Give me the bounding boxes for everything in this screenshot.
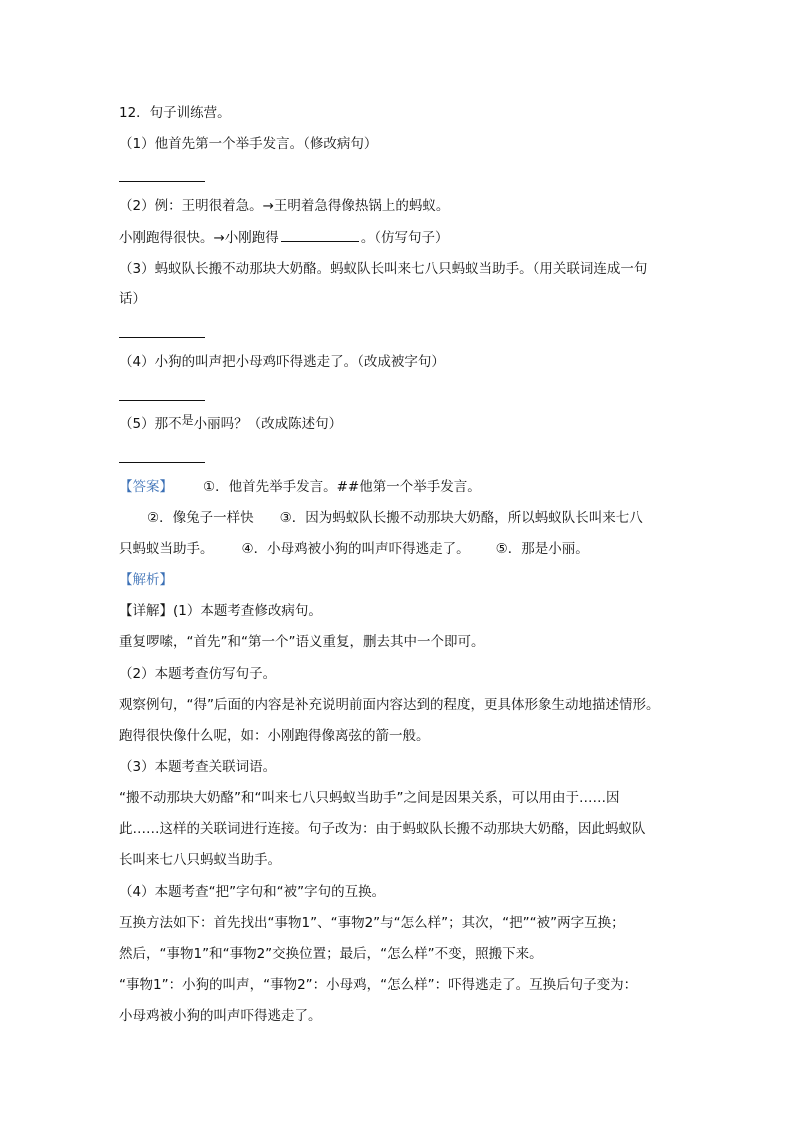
answer-line-2 bbox=[147, 508, 643, 528]
analysis-label: 【解析】 bbox=[119, 572, 173, 588]
question-5-prefix: （5）那不 bbox=[119, 416, 182, 432]
question-5-suffix: 小丽吗？（改成陈述句） bbox=[193, 416, 343, 432]
question-5-shi: 是 bbox=[181, 413, 194, 427]
analysis-line: （4）本题考查“把”字句和“被”字句的互换。 bbox=[119, 884, 386, 900]
answer-label: 【答案】 bbox=[119, 479, 173, 495]
question-3-line-1: （3）蚂蚁队长搬不动那块大奶酪。蚂蚁队长叫来七八只蚂蚁当助手。（用关联词连成一句 bbox=[119, 261, 648, 277]
analysis-line: 跑得很快像什么呢，如：小刚跑得像离弦的箭一般。 bbox=[119, 728, 430, 744]
question-5 bbox=[119, 414, 342, 434]
answer-3-part-1: ③．因为蚂蚁队长搬不动那块大奶酪，所以蚂蚁队长叫来七八 bbox=[279, 510, 643, 526]
analysis-line: 【详解】(1）本题考查修改病句。 bbox=[119, 603, 322, 619]
answer-line-3 bbox=[119, 539, 589, 559]
question-2-example: （2）例：王明很着急。→王明着急得像热锅上的蚂蚁。 bbox=[119, 198, 450, 214]
analysis-line: 互换方法如下：首先找出“事物1”、“事物2”与“怎么样”；其次，“把”“被”两字互换； bbox=[119, 915, 625, 931]
analysis-line: 长叫来七八只蚂蚁当助手。 bbox=[119, 852, 281, 868]
question-2 bbox=[119, 228, 449, 248]
answer-blank-3 bbox=[119, 337, 205, 338]
analysis-line: （3）本题考查关联词语。 bbox=[119, 759, 277, 775]
answer-1: ①．他首先举手发言。##他第一个举手发言。 bbox=[203, 479, 481, 495]
analysis-line: （2）本题考查仿写句子。 bbox=[119, 666, 277, 682]
answer-blank-5 bbox=[119, 462, 205, 463]
question-title: 12．句子训练营。 bbox=[119, 105, 231, 121]
answer-blank-2 bbox=[281, 229, 359, 242]
answer-line-1 bbox=[119, 477, 481, 497]
answer-5: ⑤．那是小丽。 bbox=[495, 541, 589, 557]
analysis-line: “事物1”：小狗的叫声，“事物2”：小母鸡，“怎么样”：吓得逃走了。互换后句子变为： bbox=[119, 977, 638, 993]
question-3-line-2: 话） bbox=[119, 291, 146, 307]
question-1: （1）他首先第一个举手发言。（修改病句） bbox=[119, 136, 378, 152]
answer-3-part-2: 只蚂蚁当助手。 bbox=[119, 541, 214, 557]
answer-2: ②．像兔子一样快 bbox=[147, 510, 254, 526]
analysis-line: 然后，“事物1”和“事物2”交换位置；最后，“怎么样”不变，照搬下来。 bbox=[119, 946, 543, 962]
question-2-prefix: 小刚跑得很快。→小刚跑得 bbox=[119, 230, 279, 246]
analysis-line: 此……这样的关联词进行连接。句子改为：由于蚂蚁队长搬不动那块大奶酪，因此蚂蚁队 bbox=[119, 821, 646, 837]
question-4: （4）小狗的叫声把小母鸡吓得逃走了。（改成被字句） bbox=[119, 354, 445, 370]
analysis-line: 小母鸡被小狗的叫声吓得逃走了。 bbox=[119, 1008, 322, 1024]
analysis-line: 重复啰嗦，“首先”和“第一个”语义重复，删去其中一个即可。 bbox=[119, 634, 485, 650]
analysis-line: “搬不动那块大奶酪”和“叫来七八只蚂蚁当助手”之间是因果关系，可以用由于……因 bbox=[119, 790, 620, 806]
analysis-line: 观察例句，“得”后面的内容是补充说明前面内容达到的程度，更具体形象生动地描述情形。 bbox=[119, 697, 660, 713]
question-2-suffix: 。（仿写句子） bbox=[360, 230, 449, 246]
answer-blank-4 bbox=[119, 400, 205, 401]
answer-4: ④．小母鸡被小狗的叫声吓得逃走了。 bbox=[241, 541, 470, 557]
answer-blank-1 bbox=[119, 181, 205, 182]
